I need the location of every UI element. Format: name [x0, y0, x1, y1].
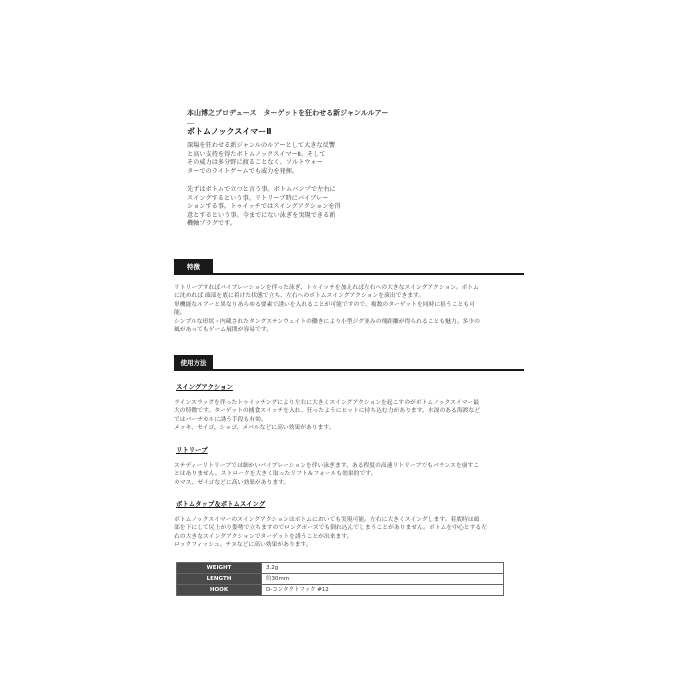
swing-line: ではバーチカルに誘う手段も有効。 [174, 416, 267, 423]
features-title: 特徴 [174, 259, 213, 275]
intro-line: と高い支持を得たボトムノックスイマーⅡ。そして [187, 150, 326, 158]
retrieve-heading: リトリーブ [176, 446, 208, 454]
spec-label: HOOK [177, 585, 262, 596]
features-section-header [174, 259, 524, 275]
swing-action-text [174, 399, 524, 433]
retrieve-line: ステディーリトリーブでは細かいバイブレーションを伴い泳ぎます。ある程度の高速リトリーブでもバランスを崩すこ [174, 463, 480, 469]
features-line: 単機能なルアーと異なりあらゆる要素で誘いを入れることが可能ですので、複数のターゲットを同時に狙うことも可 [174, 301, 475, 308]
spec-value: 3.2g [262, 563, 504, 574]
swing-action-heading: スイングアクション [176, 383, 233, 391]
section-divider [174, 369, 524, 371]
spec-row-length [177, 574, 504, 585]
features-line: 風があってもゲーム展開が容易です。 [174, 327, 273, 334]
intro-line: 先ずはボトムで立つと言う事。ボトムバンプで左右に [187, 186, 336, 193]
spec-label: LENGTH [177, 574, 262, 585]
features-line: リトリーブすればバイブレーションを伴った泳ぎ、トゥイッチを加えれば左右への大きなスイングアクション。ボトム [174, 285, 479, 291]
spec-row-hook [177, 585, 504, 596]
product-name: ボトムノックスイマーⅡ [187, 127, 272, 136]
features-text [174, 284, 524, 334]
spec-row-weight [177, 563, 504, 574]
bottom-line: 右の大きなスイングアクションでターゲットを誘うことが出来ます。 [174, 533, 353, 540]
spec-value: 約30mm [262, 574, 504, 585]
intro-paragraph-1 [187, 142, 377, 176]
features-line: に沈めれば 頭部を底に着けた状態で立ち、左右へのボトムスイングアクションを演出できます。 [174, 293, 425, 300]
retrieve-text [174, 462, 524, 487]
bottom-line: 部を下にして尻上がり姿勢で立ちますのでロングポーズでも倒れ込んでしまうことがありません。ボトムを中心とする左 [174, 525, 487, 532]
intro-line: ターでのライトゲームでも威力を発揮。 [187, 167, 299, 175]
intro-line: その威力は多分野に渡ることなく、ソルトウォー [187, 159, 323, 167]
spec-label: WEIGHT [177, 563, 262, 574]
swing-line: メッキ、セイゴ、ショゴ、メバルなどに高い効果があります。 [174, 425, 335, 432]
usage-title: 使用方法 [174, 355, 213, 371]
section-divider [174, 273, 524, 275]
intro-line: 機軸プラグです。 [187, 220, 237, 228]
bottom-tap-text [174, 516, 524, 550]
spec-value: D-コンタクトフック #12 [262, 585, 504, 596]
bottom-tap-heading: ボトムタップ＆ボトムスイング [176, 500, 266, 508]
intro-line: ションする事。トゥイッチではスイングアクションを得 [187, 203, 341, 211]
tagline-dash: ― [187, 119, 194, 127]
intro-line: 意とするという事。今までにない泳ぎを実現できる新 [187, 211, 336, 219]
spec-table [176, 562, 504, 596]
retrieve-line: カマス、ゼイゴなどに高い効果があります。 [174, 479, 290, 486]
intro-line: 深場を狂わせる新ジャンルのルアーとして大きな反響 [187, 142, 336, 149]
intro-line: スイングするという事。リトリーブ時にバイブレー [187, 194, 329, 202]
intro-paragraph-2 [187, 186, 377, 229]
swing-line: ラインスラッグを伴ったトゥイッチングにより左右に大きくスイングアクションを起こすのがボトムノックスイマー最 [174, 400, 480, 406]
bottom-line: ロックフィッシュ、チヌなどに高い効果があります。 [174, 542, 312, 549]
tagline: 本山博之プロデュース ターゲットを狂わせる新ジャンルルアー [187, 109, 389, 117]
swing-line: 大の特徴です。ターゲットの捕食スイッチを入れ、狂ったようにヒットに持ち込む力があります。水深のある海渡など [174, 408, 481, 415]
features-line: 能。 [174, 310, 186, 317]
retrieve-line: とはありません。ストロークを大きく取ったリフト＆フォールも効果的です。 [174, 471, 377, 478]
bottom-line: ボトムノックスイマーのスイングアクションはボトムにおいても実現可能。左右に大きくスイングします。着底時は頭 [174, 517, 480, 523]
usage-section-header [174, 355, 524, 371]
features-line: シンプルな形状・内蔵されたタングステンウェイトの働きにより小型ジグ並みの飛距離が得られることも魅力。多少の [174, 318, 480, 325]
